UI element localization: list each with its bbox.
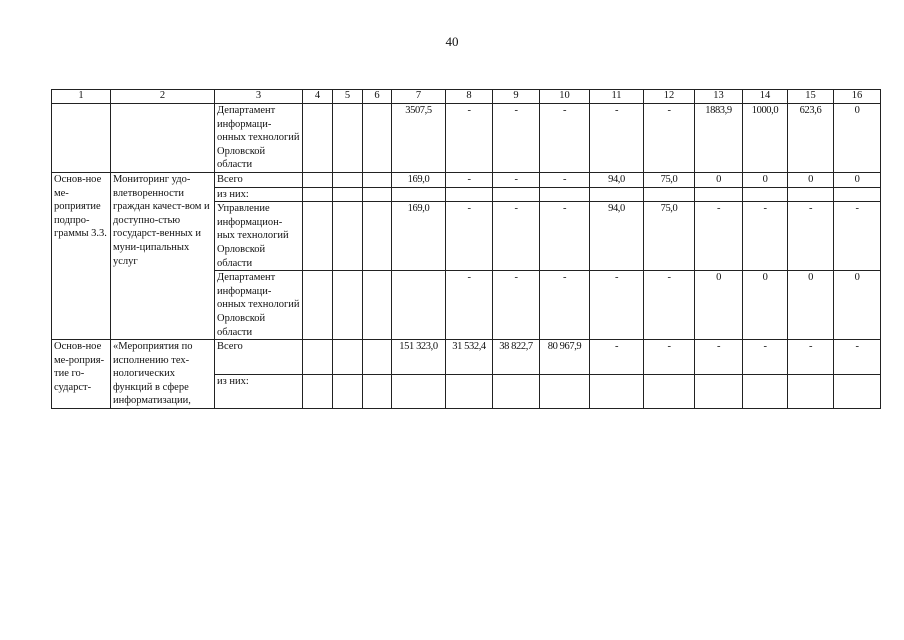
value-cell: 0 <box>788 271 834 340</box>
value-cell: - <box>540 104 590 173</box>
value-cell: 0 <box>695 271 743 340</box>
header-cell: 2 <box>111 90 215 104</box>
event-description-cell: Мониторинг удо-влетворенности граждан качест-вом и доступно-стью государст-венных и муни-ципальных услуг <box>111 172 215 339</box>
value-cell <box>743 187 788 202</box>
header-cell: 9 <box>493 90 540 104</box>
value-cell: - <box>644 104 695 173</box>
header-cell: 3 <box>215 90 303 104</box>
value-cell <box>303 187 333 202</box>
value-cell <box>644 374 695 408</box>
value-cell: - <box>743 340 788 374</box>
value-cell: 3507,5 <box>392 104 446 173</box>
value-cell: 0 <box>695 172 743 187</box>
executor-cell: Управление информацион-ных технологий Орловской области <box>215 202 303 271</box>
header-cell: 13 <box>695 90 743 104</box>
value-cell: - <box>834 202 881 271</box>
value-cell <box>743 374 788 408</box>
table-row <box>52 340 881 374</box>
value-cell: - <box>590 104 644 173</box>
value-cell <box>392 271 446 340</box>
value-cell: - <box>446 202 493 271</box>
executor-cell: Всего <box>215 172 303 187</box>
header-cell: 4 <box>303 90 333 104</box>
value-cell <box>834 187 881 202</box>
value-cell <box>303 104 333 173</box>
value-cell <box>363 374 392 408</box>
executor-cell: Департамент информаци-онных технологий Орловской области <box>215 104 303 173</box>
value-cell: 80 967,9 <box>540 340 590 374</box>
value-cell <box>540 187 590 202</box>
value-cell <box>333 271 363 340</box>
value-cell: - <box>446 104 493 173</box>
value-cell: - <box>540 202 590 271</box>
value-cell <box>303 340 333 374</box>
event-name-cell: Основ-ное ме-роприя-тие го-сударст- <box>52 340 111 409</box>
value-cell <box>333 187 363 202</box>
header-cell: 10 <box>540 90 590 104</box>
value-cell <box>392 187 446 202</box>
value-cell: - <box>644 340 695 374</box>
executor-cell: Всего <box>215 340 303 374</box>
header-cell: 11 <box>590 90 644 104</box>
value-cell <box>363 202 392 271</box>
value-cell <box>590 187 644 202</box>
value-cell <box>363 172 392 187</box>
event-description-cell: «Мероприятия по исполнению тех-нологических функций в сфере информатизации, <box>111 340 215 409</box>
value-cell: - <box>644 271 695 340</box>
value-cell: - <box>540 172 590 187</box>
value-cell: - <box>788 340 834 374</box>
value-cell <box>493 187 540 202</box>
value-cell <box>644 187 695 202</box>
value-cell <box>333 374 363 408</box>
executor-cell: из них: <box>215 187 303 202</box>
value-cell <box>788 187 834 202</box>
value-cell <box>303 172 333 187</box>
value-cell: 0 <box>788 172 834 187</box>
table-row <box>52 104 881 173</box>
value-cell <box>392 374 446 408</box>
event-name-cell: Основ-ное ме-роприятие подпро-граммы 3.3. <box>52 172 111 339</box>
program-table <box>51 89 881 409</box>
value-cell <box>446 187 493 202</box>
value-cell <box>695 187 743 202</box>
value-cell: - <box>743 202 788 271</box>
value-cell: - <box>493 172 540 187</box>
value-cell: 0 <box>834 271 881 340</box>
value-cell: - <box>540 271 590 340</box>
value-cell <box>333 104 363 173</box>
value-cell: - <box>695 202 743 271</box>
value-cell <box>303 271 333 340</box>
value-cell <box>333 172 363 187</box>
value-cell: 1000,0 <box>743 104 788 173</box>
value-cell: 169,0 <box>392 202 446 271</box>
value-cell <box>363 271 392 340</box>
value-cell: - <box>590 340 644 374</box>
header-cell: 16 <box>834 90 881 104</box>
event-name-cell <box>52 104 111 173</box>
value-cell <box>333 202 363 271</box>
value-cell <box>590 374 644 408</box>
value-cell: 151 323,0 <box>392 340 446 374</box>
value-cell <box>446 374 493 408</box>
value-cell <box>493 374 540 408</box>
value-cell <box>788 374 834 408</box>
value-cell <box>303 374 333 408</box>
value-cell <box>363 187 392 202</box>
table-body <box>52 104 881 409</box>
value-cell: - <box>493 202 540 271</box>
page-number: 40 <box>445 34 459 49</box>
value-cell: 0 <box>743 271 788 340</box>
header-cell: 5 <box>333 90 363 104</box>
value-cell: 0 <box>743 172 788 187</box>
value-cell: - <box>590 271 644 340</box>
value-cell <box>303 202 333 271</box>
value-cell: - <box>788 202 834 271</box>
value-cell: 31 532,4 <box>446 340 493 374</box>
value-cell <box>333 340 363 374</box>
value-cell: - <box>446 172 493 187</box>
header-cell: 14 <box>743 90 788 104</box>
value-cell <box>363 340 392 374</box>
executor-cell: из них: <box>215 374 303 408</box>
value-cell: - <box>834 340 881 374</box>
value-cell: 0 <box>834 104 881 173</box>
header-row <box>52 90 881 104</box>
header-cell: 1 <box>52 90 111 104</box>
header-cell: 15 <box>788 90 834 104</box>
value-cell: 623,6 <box>788 104 834 173</box>
value-cell: 38 822,7 <box>493 340 540 374</box>
header-cell: 8 <box>446 90 493 104</box>
value-cell <box>834 374 881 408</box>
value-cell: 94,0 <box>590 172 644 187</box>
header-cell: 7 <box>392 90 446 104</box>
value-cell <box>540 374 590 408</box>
executor-cell: Департамент информаци-онных технологий Орловской области <box>215 271 303 340</box>
value-cell: - <box>493 271 540 340</box>
event-description-cell <box>111 104 215 173</box>
header-cell: 12 <box>644 90 695 104</box>
value-cell: 169,0 <box>392 172 446 187</box>
value-cell: 75,0 <box>644 172 695 187</box>
value-cell: - <box>695 340 743 374</box>
value-cell: - <box>446 271 493 340</box>
value-cell <box>363 104 392 173</box>
table-row <box>52 172 881 187</box>
value-cell: 94,0 <box>590 202 644 271</box>
header-cell: 6 <box>363 90 392 104</box>
value-cell: - <box>493 104 540 173</box>
value-cell <box>695 374 743 408</box>
value-cell: 1883,9 <box>695 104 743 173</box>
value-cell: 0 <box>834 172 881 187</box>
value-cell: 75,0 <box>644 202 695 271</box>
